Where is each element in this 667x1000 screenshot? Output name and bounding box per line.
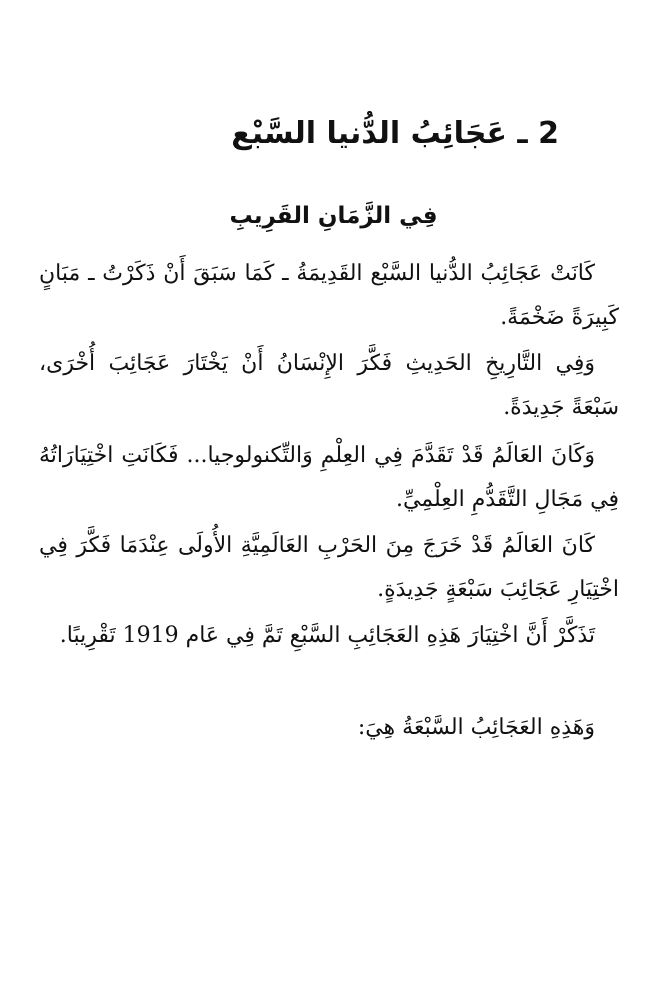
paragraph: وَفِي التَّارِيخِ الحَدِيثِ فَكَّرَ الإِنْسَانُ أَنْ يَخْتَارَ عَجَائِبَ أُخْرَى، سَبْعَةً جَدِيدَةً. xyxy=(39,351,619,420)
paragraph: تَذَكَّرْ أَنَّ اخْتِيَارَ هَذِهِ العَجَائِبِ السَّبْعِ تَمَّ فِي عَام 1919 تَقْرِيبًا. xyxy=(59,623,595,648)
paragraph: وَهَذِهِ العَجَائِبُ السَّبْعَةُ هِيَ: xyxy=(357,715,595,740)
paragraph: كَانَ العَالَمُ قَدْ خَرَجَ مِنَ الحَرْبِ العَالَمِيَّةِ الأُولَى عِنْدَمَا فَكَّرَ فِي اخْتِيَارِ عَجَائِبَ سَبْعَةٍ جَدِيدَةٍ. xyxy=(39,533,619,602)
paragraph: كَانَتْ عَجَائِبُ الدُّنيا السَّبْع القَدِيمَةُ ـ كَمَا سَبَقَ أَنْ ذَكَرْتُ ـ مَبَانٍ كَبِيرَةً ضَخْمَةً. xyxy=(39,261,619,330)
chapter-title: 2 ـ عَجَائِبُ الدُّنيا السَّبْع xyxy=(231,116,559,151)
section-title: فِي الزَّمَانِ القَرِيبِ xyxy=(229,203,438,229)
paragraph: وَكَانَ العَالَمُ قَدْ تَقَدَّمَ فِي العِلْمِ وَالتِّكنولوجيا... فَكَانَتِ اخْتِيَارَاتُهُ فِي مَجَالِ التَّقَدُّمِ العِلْمِيِّ. xyxy=(39,443,619,512)
